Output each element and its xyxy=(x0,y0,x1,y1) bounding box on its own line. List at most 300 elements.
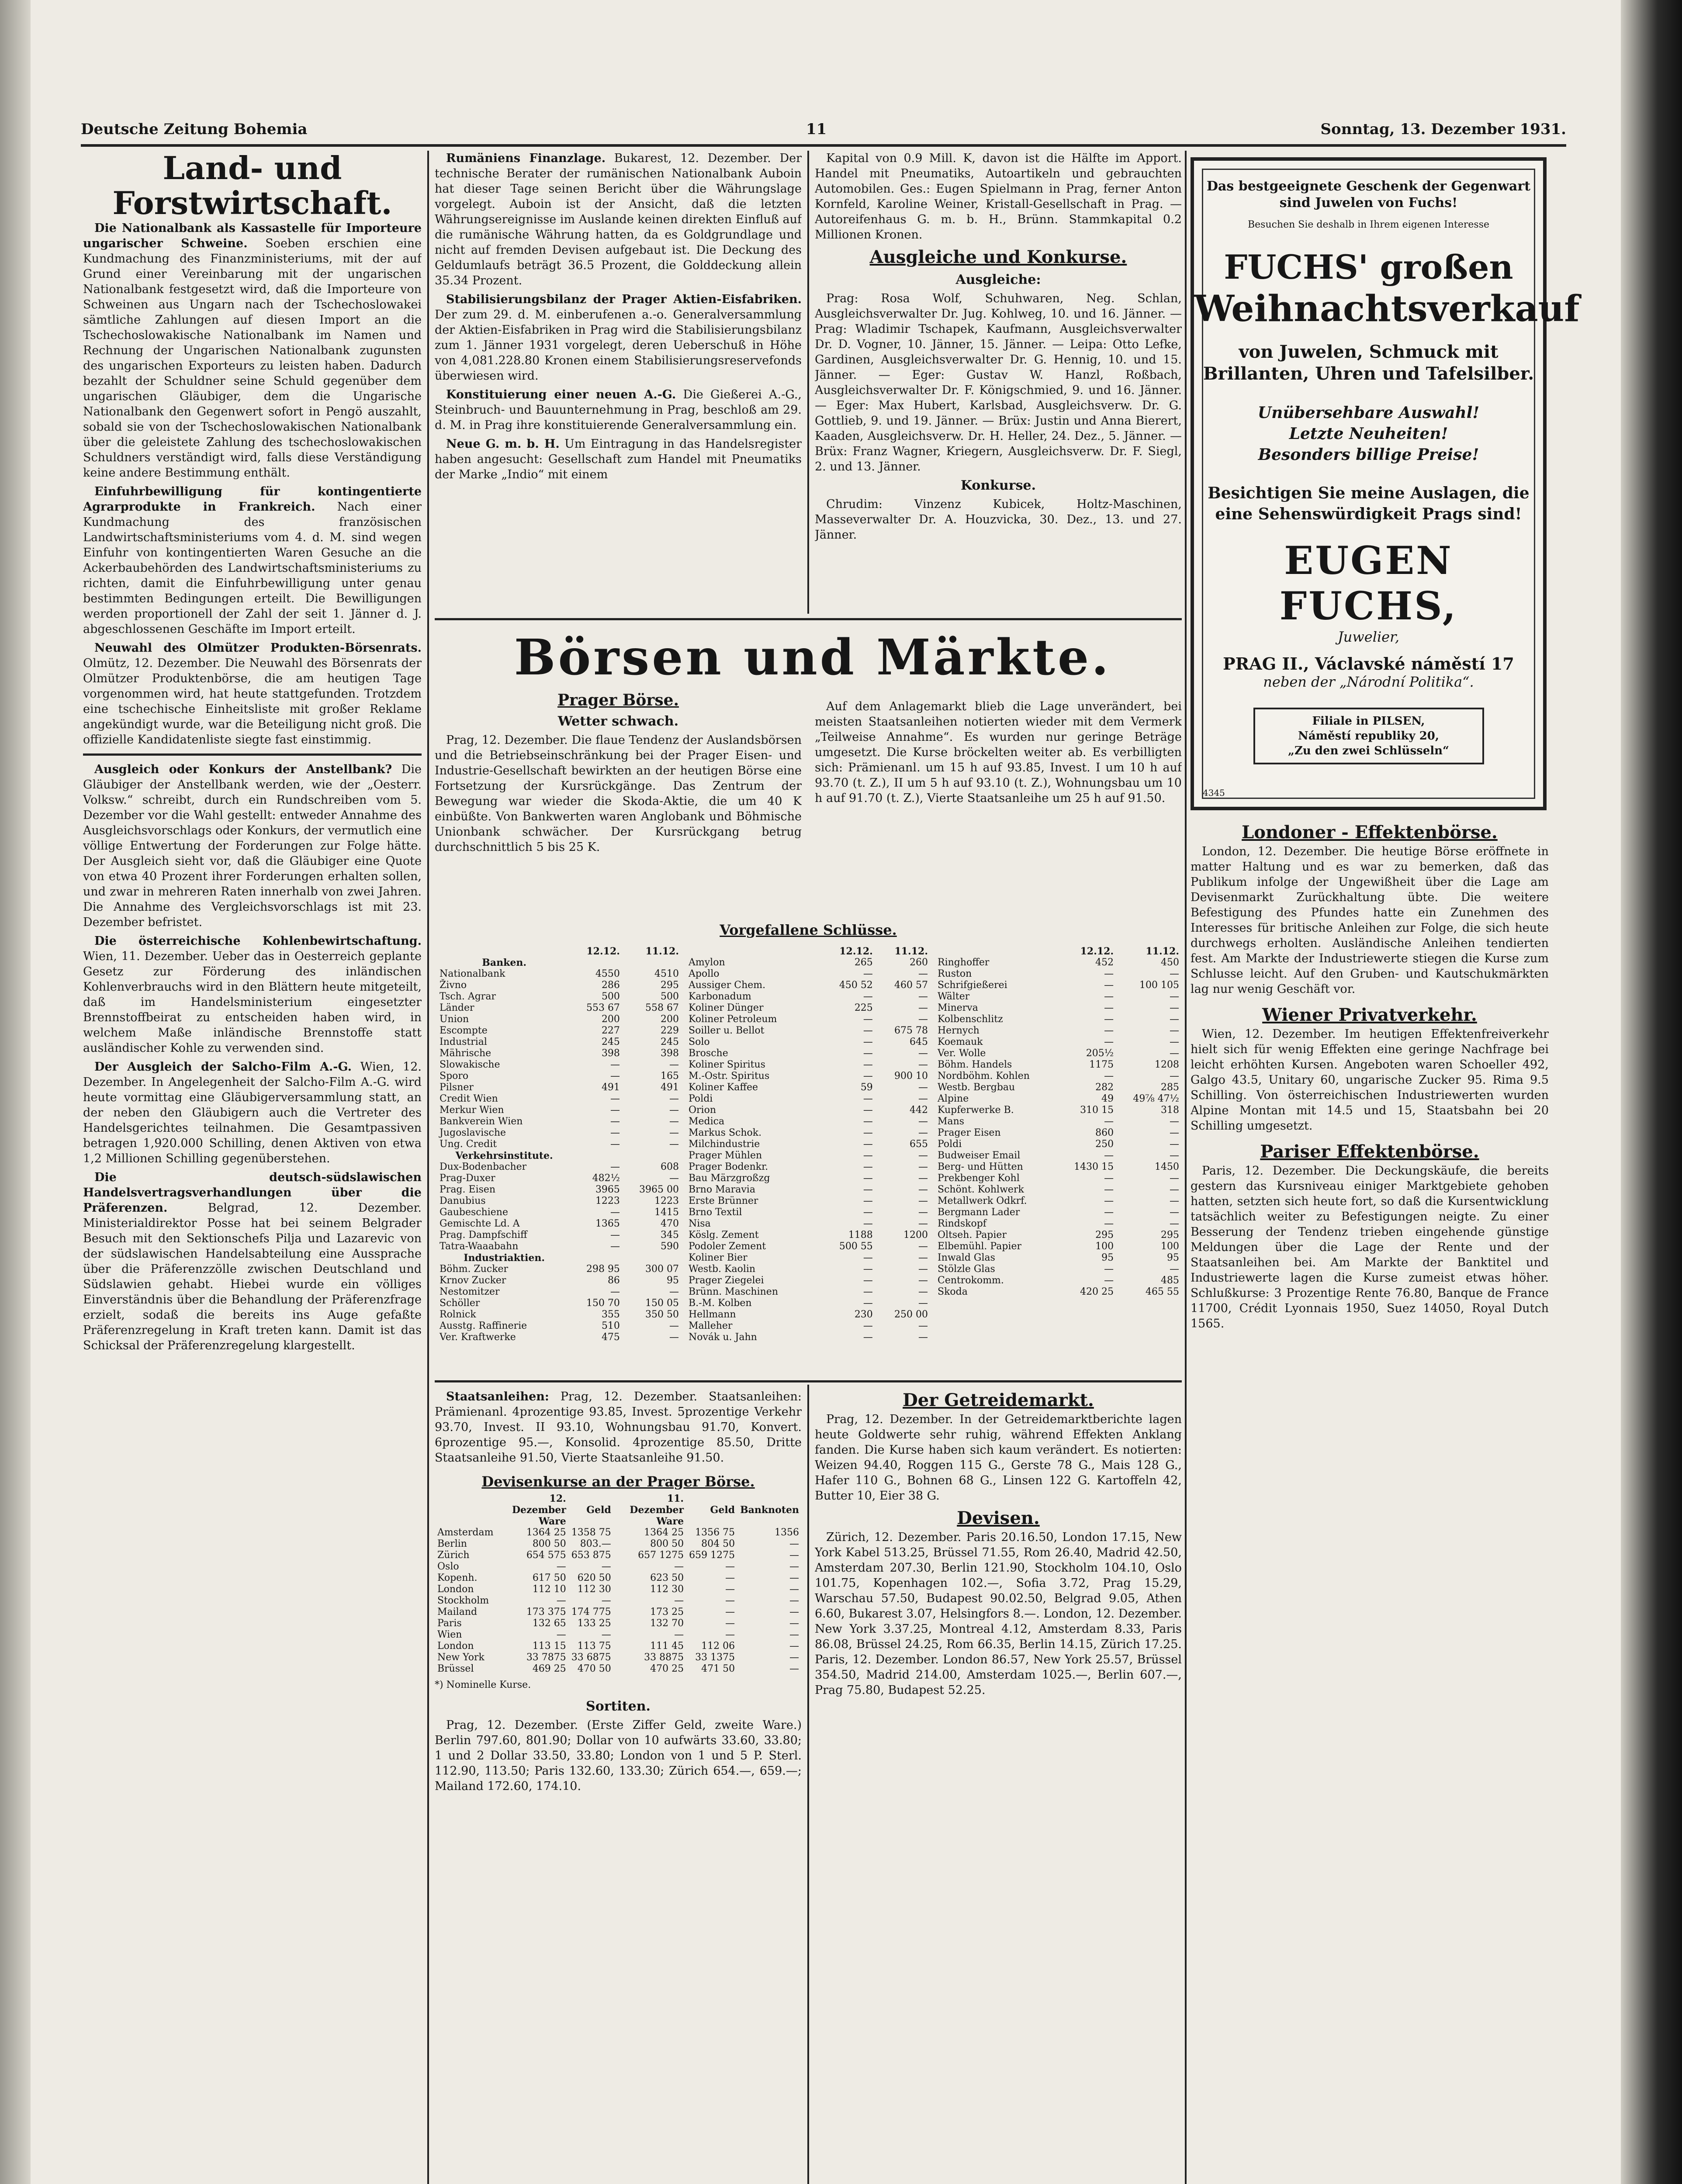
article-title: Einfuhrbewilligung für kontingentierte Agrarprodukte in Frankreich. xyxy=(83,485,422,514)
table-row xyxy=(437,1002,682,1014)
column-rule xyxy=(807,1385,809,2184)
quote-value: — xyxy=(918,1082,928,1093)
sortiten-title: Sortiten. xyxy=(586,1699,651,1714)
quote-value: — xyxy=(1170,1048,1179,1059)
security-name: Ver. Kraftwerke xyxy=(440,1332,516,1343)
quote-value: — xyxy=(1170,1127,1179,1138)
table-row xyxy=(686,1309,931,1320)
table-row xyxy=(686,1150,931,1161)
quote-value: — xyxy=(1104,1264,1114,1275)
table-row xyxy=(935,1252,1182,1264)
table-row xyxy=(435,1584,802,1595)
quote-value: 245 xyxy=(661,1037,679,1047)
table-row xyxy=(935,1264,1182,1275)
quote-value: — xyxy=(863,1184,873,1195)
table-row xyxy=(935,1105,1182,1116)
quote-value: 1188 xyxy=(848,1230,873,1241)
table-row xyxy=(935,1139,1182,1150)
rate-value: — xyxy=(556,1629,566,1640)
quote-value: — xyxy=(1104,1025,1114,1036)
quote-value: 95 xyxy=(667,1275,679,1286)
security-name: Prag. Eisen xyxy=(440,1184,496,1195)
devisen-note: *) Nominelle Kurse. xyxy=(435,1679,531,1690)
rate-value: 112 10 xyxy=(532,1584,566,1595)
table-row xyxy=(686,1252,931,1264)
column-header: Geld xyxy=(710,1504,735,1516)
quote-value: — xyxy=(863,1105,873,1116)
rate-value: — xyxy=(789,1572,799,1583)
quote-value: — xyxy=(918,1298,928,1309)
table-row xyxy=(935,1150,1182,1161)
quote-value: 100 xyxy=(1161,1241,1179,1252)
table-row xyxy=(686,1241,931,1252)
table-header-row xyxy=(435,1493,802,1527)
article-body: Wien, 12. Dezember. Im heutigen Effektenfreiverkehr hielt sich für wenig Effekten eine geringe Nachfrage bei leicht erhöhten Kursen. Angeboten waren Schoeller 492, Galgo 43.5, Unitary 60, ungarische Zucker 95. Rima 9.5 Schilling. Von österreichischen Industriewerten wurden Alpine Montan mit 14.5 und 15, Staatsbahn bei 20 Schilling umgesetzt. xyxy=(1191,1027,1549,1133)
rate-value: 654 575 xyxy=(526,1550,566,1561)
table-row xyxy=(935,1002,1182,1014)
rate-value: — xyxy=(674,1629,684,1640)
security-name: Prekbenger Kohl xyxy=(938,1173,1020,1184)
table-row xyxy=(437,1286,682,1298)
subheading: Ausgleiche: xyxy=(955,272,1041,287)
security-name: Markus Schok. xyxy=(689,1127,762,1138)
quote-value: 100 105 xyxy=(1139,980,1179,991)
quote-value: — xyxy=(610,1127,620,1138)
schluesse-table-3 xyxy=(935,946,1182,1378)
rate-value: 470 50 xyxy=(577,1663,611,1674)
article-body: Auf dem Anlagemarkt blieb die Lage unverändert, bei meisten Staatsanleihen notierten wieder mit dem Vermerk „Teilweise Annahme“. Es wurden nur geringe Beträge umgesetzt. Die Kurse bröckelten weiter ab. Es verbilligten sich: Prämienanl. um 15 h auf 93.85, Invest. I um 10 h auf 93.70 (t. Z.), II um 5 h auf 93.10 (t. Z.), Wohnungsbau um 10 h auf 91.70 (t. Z.), Vierte Staatsanleihe um 25 h auf 91.50. xyxy=(815,700,1182,805)
security-name: Tatra-Waaabahn xyxy=(440,1241,519,1252)
divider xyxy=(435,618,1182,620)
table-row xyxy=(935,991,1182,1002)
table-row xyxy=(437,1150,682,1161)
rate-value: — xyxy=(789,1607,799,1617)
security-name: Soiller u. Bellot xyxy=(689,1025,765,1036)
ad-branch-box xyxy=(1253,708,1484,764)
column-header: 11.12. xyxy=(645,946,679,957)
rate-value: 113 75 xyxy=(577,1641,611,1652)
security-name: Nestomitzer xyxy=(440,1286,500,1297)
quote-value: — xyxy=(1104,1002,1114,1013)
article-body: Prag, 12. Dezember. (Erste Ziffer Geld, zweite Ware.) Berlin 797.60, 801.90; Dollar von 10 aufwärts 33.60, 33.80; 1 und 2 Dollar 33.50, 33.80; London von 1 und 5 P. Sterl. 112.90, 113.50; Paris 132.60, 133.30; Zürich 654.—, 659.—; Mailand 172.60, 174.10. xyxy=(435,1718,802,1793)
quote-value: — xyxy=(918,1127,928,1138)
quote-value: — xyxy=(918,1275,928,1286)
rate-value: 620 50 xyxy=(577,1572,611,1583)
security-name: Novák u. Jahn xyxy=(689,1332,757,1343)
quote-value: — xyxy=(863,1048,873,1059)
quote-value: 250 00 xyxy=(894,1309,928,1320)
wien-title: Wiener Privatverkehr. xyxy=(1262,1005,1477,1025)
table-row xyxy=(686,991,931,1002)
column-header xyxy=(686,946,820,957)
quote-value: — xyxy=(1104,1275,1114,1286)
prager-boerse xyxy=(435,690,802,917)
rate-value: 470 25 xyxy=(650,1663,684,1674)
security-name: Industrial xyxy=(440,1037,487,1047)
quote-value: — xyxy=(918,1048,928,1059)
rate-value: 471 50 xyxy=(701,1663,735,1674)
table-row xyxy=(686,1196,931,1207)
table-header-row xyxy=(686,946,931,957)
table-row xyxy=(935,1025,1182,1037)
quote-value: 482½ xyxy=(592,1173,620,1184)
quote-value: 230 xyxy=(854,1309,873,1320)
table-row xyxy=(935,980,1182,991)
article-title: Rumäniens Finanzlage. xyxy=(446,152,606,165)
quote-value: 398 xyxy=(601,1048,620,1059)
security-name: Inwald Glas xyxy=(938,1252,995,1263)
quote-value xyxy=(571,957,623,968)
quote-value: — xyxy=(863,1127,873,1138)
rate-value: 173 25 xyxy=(650,1607,684,1617)
quote-value: 200 xyxy=(601,1014,620,1025)
currency-place: London xyxy=(437,1641,474,1652)
quote-value: — xyxy=(863,968,873,979)
security-name: Prag-Duxer xyxy=(440,1173,495,1184)
table-row xyxy=(686,1082,931,1093)
quote-value: — xyxy=(863,1298,873,1309)
table-row xyxy=(935,1173,1182,1184)
quote-value: — xyxy=(1170,1218,1179,1229)
table-row xyxy=(686,1320,931,1332)
security-name: Minerva xyxy=(938,1002,978,1013)
quote-value: 655 xyxy=(910,1139,928,1150)
currency-place: Mailand xyxy=(437,1607,478,1617)
quote-value: 345 xyxy=(661,1230,679,1241)
quote-value: — xyxy=(1170,1184,1179,1195)
quote-value: — xyxy=(669,1127,679,1138)
table-row xyxy=(435,1663,802,1675)
quote-value: 645 xyxy=(910,1037,928,1047)
security-name: Prager Mühlen xyxy=(689,1150,762,1161)
quote-value: 860 xyxy=(1095,1127,1114,1138)
security-name: Koemauk xyxy=(938,1037,983,1047)
table-row xyxy=(935,1014,1182,1025)
quote-value: 165 xyxy=(661,1071,679,1082)
quote-value: 1430 15 xyxy=(1074,1161,1114,1172)
quote-value: 350 50 xyxy=(645,1309,679,1320)
rate-value: 659 1275 xyxy=(689,1550,735,1561)
quote-value: — xyxy=(918,1173,928,1184)
quote-value: 300 07 xyxy=(645,1264,679,1275)
quote-value: 355 xyxy=(601,1309,620,1320)
security-name: Bau Märzgroßzg xyxy=(689,1173,770,1184)
column-staat-devisen xyxy=(435,1389,802,2184)
article-body: London, 12. Dezember. Die heutige Börse eröffnete in matter Haltung und es war zu bemerken, daß das Publikum infolge der Ungewißheit über die Lage am Devisenmarkt Zurückhaltung übte. Die weitere Befestigung des Pfundes hatte ein Zunehmen des Interesses für britische Anleihen zur Folge, die sich heute durchwegs erholten. Ausländische Anleihen tendierten fest. Am Markte der Industriewerte stiegen die Kurse zum Schlusse leicht. Auf den Gruben- und Kautschukmärkten lag nur wenig Geschäft vor. xyxy=(1191,845,1549,996)
quote-value: — xyxy=(918,1286,928,1297)
table-row xyxy=(435,1595,802,1607)
security-name: Rindskopf xyxy=(938,1218,986,1229)
rate-value: 1356 xyxy=(775,1527,799,1538)
section-title-land-forst: Land- und Forstwirtschaft. xyxy=(112,151,392,221)
table-row xyxy=(437,1093,682,1105)
quote-value: 485 xyxy=(1161,1275,1179,1286)
quote-value: 442 xyxy=(910,1105,928,1116)
rate-value: 1364 25 xyxy=(644,1527,684,1538)
quote-value: — xyxy=(669,1286,679,1297)
rate-value: 174 775 xyxy=(571,1607,611,1617)
security-name: Koliner Dünger xyxy=(689,1002,764,1013)
quote-value: 553 67 xyxy=(586,1002,620,1013)
security-name: Podoler Zement xyxy=(689,1241,766,1252)
table-row xyxy=(437,1025,682,1037)
table-row xyxy=(935,1048,1182,1059)
rate-value: — xyxy=(674,1595,684,1606)
quote-value: 310 15 xyxy=(1080,1105,1114,1116)
security-name: M.-Ostr. Spiritus xyxy=(689,1071,770,1082)
quote-value: — xyxy=(610,1241,620,1252)
security-name: Banken. xyxy=(482,957,526,968)
quote-value: — xyxy=(1104,1218,1114,1229)
column-header xyxy=(435,1493,496,1527)
security-name: Živno xyxy=(440,980,467,991)
quote-value: 1208 xyxy=(1155,1059,1179,1070)
table-row xyxy=(686,1127,931,1139)
quote-value: — xyxy=(863,1071,873,1082)
quote-value: — xyxy=(918,1252,928,1263)
quote-value: 465 55 xyxy=(1146,1286,1179,1297)
ad-invitation: Besichtigen Sie meine Auslagen, die eine Sehenswürdigkeit Prags sind! xyxy=(1208,484,1530,523)
table-row xyxy=(435,1607,802,1618)
scan-edge-left xyxy=(0,0,31,2184)
security-name: Escompte xyxy=(440,1025,488,1036)
rate-value: 33 6875 xyxy=(571,1652,611,1663)
quote-value: — xyxy=(863,1116,873,1127)
table-row xyxy=(437,1298,682,1309)
quote-value: — xyxy=(1170,991,1179,1002)
quote-value: — xyxy=(669,1139,679,1150)
quote-value: — xyxy=(1170,968,1179,979)
table-row xyxy=(437,1037,682,1048)
security-name: Ruston xyxy=(938,968,972,979)
column-header xyxy=(935,946,1059,957)
security-name: Tsch. Agrar xyxy=(440,991,496,1002)
quote-value: — xyxy=(863,1286,873,1297)
quote-value: — xyxy=(1104,1071,1114,1082)
column-header: Banknoten xyxy=(740,1504,799,1516)
security-name: Oltseh. Papier xyxy=(938,1230,1007,1241)
currency-place: Paris xyxy=(437,1618,462,1629)
column-rule xyxy=(1185,151,1187,2184)
security-name: Ausstg. Raffinerie xyxy=(440,1320,527,1331)
security-name: Jugoslavische xyxy=(440,1127,506,1138)
table-row xyxy=(935,1184,1182,1196)
table-row xyxy=(437,1207,682,1218)
quote-value: — xyxy=(1170,1139,1179,1150)
article-body: Wien, 12. Dezember. In Angelegenheit der Salcho-Film A.-G. wird heute vormittag eine Gläubigerversammlung statt, an der neben den Gläubigern auch die Vertreter des Handelsgerichtes teilnahmen. Die Gesamtpassiven betragen 1,920.000 Schilling, denen Aktiven von etwa 1,2 Millionen Schilling gegenüberstehen. xyxy=(83,1060,422,1165)
table-row xyxy=(437,1252,682,1264)
table-row xyxy=(437,957,682,968)
quote-value: — xyxy=(1104,1184,1114,1195)
quote-value: 282 xyxy=(1095,1082,1114,1093)
security-name: Bergmann Lader xyxy=(938,1207,1020,1218)
security-name: Hernych xyxy=(938,1025,979,1036)
rate-value: — xyxy=(556,1561,566,1572)
devisen2-title: Devisen. xyxy=(957,1508,1040,1528)
quote-value: 675 78 xyxy=(894,1025,928,1036)
table-row xyxy=(686,968,931,980)
security-name: Budweiser Email xyxy=(938,1150,1021,1161)
rate-value: — xyxy=(789,1663,799,1674)
security-name: Metallwerk Odkrf. xyxy=(938,1196,1027,1206)
table-row xyxy=(437,1320,682,1332)
rate-value: 111 45 xyxy=(650,1641,684,1652)
quote-value: 86 xyxy=(607,1275,620,1286)
column-auslandsboersen xyxy=(1191,821,1549,2184)
quote-value: 95 xyxy=(1101,1252,1114,1263)
quote-value: — xyxy=(669,1093,679,1104)
rate-value: 112 30 xyxy=(577,1584,611,1595)
quote-value: 1200 xyxy=(903,1230,928,1241)
quote-value xyxy=(623,1150,682,1161)
quote-value: 150 05 xyxy=(645,1298,679,1309)
security-name: Union xyxy=(440,1014,469,1025)
paper-name: Deutsche Zeitung Bohemia xyxy=(81,121,308,138)
rate-value: 1358 75 xyxy=(571,1527,611,1538)
quote-value: 452 xyxy=(1095,957,1114,968)
table-row xyxy=(935,1196,1182,1207)
ad-number: 4345 xyxy=(1203,788,1225,798)
quote-value: 475 xyxy=(601,1332,620,1343)
security-name: Skoda xyxy=(938,1286,968,1297)
quote-value: — xyxy=(918,1207,928,1218)
quote-value: — xyxy=(863,1150,873,1161)
security-name: Medica xyxy=(689,1116,725,1127)
quote-value: — xyxy=(610,1139,620,1150)
article-body: Chrudim: Vinzenz Kubicek, Holtz-Maschinen, Masseverwalter Dr. A. Houzvicka, 30. Dez., 13. und 27. Jänner. xyxy=(815,498,1182,542)
quote-value: — xyxy=(863,1025,873,1036)
page-number: 11 xyxy=(806,121,827,138)
table-row xyxy=(435,1550,802,1561)
table-row xyxy=(437,991,682,1002)
security-name: Merkur Wien xyxy=(440,1105,504,1116)
table-row xyxy=(686,1184,931,1196)
article-title: Die deutsch-südslawischen Handelsvertragsverhandlungen über die Präferenzen. xyxy=(83,1171,422,1215)
quote-value: — xyxy=(918,1059,928,1070)
rate-value: — xyxy=(601,1629,611,1640)
security-name: Alpine xyxy=(938,1093,969,1104)
quote-value: 398 xyxy=(661,1048,679,1059)
quote-value: — xyxy=(918,1150,928,1161)
security-name: Ringhoffer xyxy=(938,957,990,968)
table-row xyxy=(437,1127,682,1139)
table-row xyxy=(935,1037,1182,1048)
quote-value: 450 xyxy=(1161,957,1179,968)
quote-value: 510 xyxy=(601,1320,620,1331)
rate-value: 132 65 xyxy=(532,1618,566,1629)
table-row xyxy=(935,957,1182,968)
currency-place: Brüssel xyxy=(437,1663,474,1674)
quote-value: — xyxy=(1170,1196,1179,1206)
quote-value: 420 25 xyxy=(1080,1286,1114,1297)
article-body: Zürich, 12. Dezember. Paris 20.16.50, London 17.15, New York Kabel 513.25, Brüssel 71.55, Rom 26.40, Madrid 42.50, Amsterdam 207.30, Berlin 121.90, Stockholm 104.10, Oslo 101.75, Kopenhagen 102.—, Sofia 3.72, Prag 15.29, Warschau 57.50, Budapest 90.02.50, Belgrad 9.05, Athen 6.60, Bukarest 3.07, Helsingfors 8.—. London, 12. Dezember. New York 3.37.25, Montreal 4.12, Amsterdam 8.33, Paris 86.08, Brüssel 24.25, Rom 66.35, Berlin 14.15, Zürich 17.25. Paris, 12. Dezember. London 86.57, New York 25.57, Brüssel 354.50, Madrid 214.00, Amsterdam 1025.—, Berlin 607.—, Prag 75.80, Budapest 52.25. xyxy=(815,1531,1182,1697)
quote-table xyxy=(686,946,931,1343)
article-body: Die Gläubiger der Anstellbank werden, wie der „Oesterr. Volksw.“ schreibt, durch ein Rundschreiben vom 5. Dezember vor die Wahl gestellt: entweder Annahme des Ausgleichsvorschlags oder Konkurs, der vermutlich eine völlige Entwertung der Forderungen zur Folge hätte. Der Ausgleich sieht vor, daß die Gläubiger eine Quote von etwa 40 Prozent ihrer Forderungen erhalten sollen, und zwar in mehreren Raten innerhalb von zwei Jahren. Die Annahme des Vergleichsvorschlags ist mit 23. Dezember befristet. xyxy=(83,763,422,929)
rate-value: — xyxy=(789,1538,799,1549)
column-ausgleiche xyxy=(815,151,1182,614)
security-name: Sporo xyxy=(440,1071,469,1082)
quote-value: — xyxy=(863,1264,873,1275)
table-row xyxy=(935,1116,1182,1127)
quote-value: 491 xyxy=(601,1082,620,1093)
quote-value: — xyxy=(1104,991,1114,1002)
article-title: Der Ausgleich der Salcho-Film A.-G. xyxy=(94,1060,352,1074)
rate-value: 33 8875 xyxy=(644,1652,684,1663)
table-row xyxy=(935,1082,1182,1093)
quote-value: — xyxy=(918,1014,928,1025)
table-row xyxy=(435,1538,802,1550)
currency-place: Wien xyxy=(437,1629,462,1640)
quote-value: — xyxy=(610,1161,620,1172)
security-name: Poldi xyxy=(689,1093,713,1104)
security-name: Berg- und Hütten xyxy=(938,1161,1023,1172)
quote-value: — xyxy=(863,1196,873,1206)
security-name: Amylon xyxy=(689,957,725,968)
quote-value: 4550 xyxy=(595,968,620,979)
quote-value: 460 57 xyxy=(894,980,928,991)
quote-value: — xyxy=(669,1173,679,1184)
rate-value: — xyxy=(725,1595,735,1606)
quote-value: — xyxy=(863,1059,873,1070)
quote-value: 450 52 xyxy=(839,980,873,991)
ad-slogan: Besonders billige Preise! xyxy=(1258,446,1479,464)
subheading: Konkurse. xyxy=(960,478,1036,493)
quote-value: — xyxy=(1104,1150,1114,1161)
article-body: Belgrad, 12. Dezember. Ministerialdirektor Posse hat bei seinem Belgrader Besuch mit den Sektionschefs Pilja und Lazarevic von der südslawischen Handelsabteilung eine Aussprache über die Präferenzzölle zwischen Deutschland und Südslawien gehabt. Hiebei wurde ein völliges Einverständnis über die Behandlung der Präferenzfrage erzielt, sodaß die bereits ins Auge gefaßte Präferenzregelung in Kraft treten kann. Damit ist das Schicksal der Präferenzregelung klargestellt. xyxy=(83,1201,422,1352)
quote-value: 318 xyxy=(1161,1105,1179,1116)
article-body: Die Gießerei A.-G., Steinbruch- und Bauunternehmung in Prag, beschloß am 29. d. M. in Prag ihre konstituierende Generalversammlung ein. xyxy=(435,388,802,432)
quote-value: — xyxy=(1170,1173,1179,1184)
quote-value: 470 xyxy=(661,1218,679,1229)
quote-value: 250 xyxy=(1095,1139,1114,1150)
quote-value: — xyxy=(863,1161,873,1172)
table-row xyxy=(435,1572,802,1584)
security-name: Ver. Wolle xyxy=(938,1048,986,1059)
ad-slogan: Unübersehbare Auswahl! xyxy=(1257,404,1480,422)
schluesse-title: Vorgefallene Schlüsse. xyxy=(720,922,897,938)
rate-value: 1356 75 xyxy=(695,1527,735,1538)
rate-value: — xyxy=(725,1584,735,1595)
quote-value: 1415 xyxy=(654,1207,679,1218)
quote-value: — xyxy=(1104,1196,1114,1206)
table-row xyxy=(437,1332,682,1343)
article-body: Prag: Rosa Wolf, Schuhwaren, Neg. Schlan, Ausgleichsverwalter Dr. Jug. Kohlweg, 10. und 16. Jänner. — Prag: Wladimir Tschapek, Kaufmann, Ausgleichsverwalter Dr. D. Vogner, 10. Jänner, 15. Jänner. — Leipa: Otto Lefke, Gardinen, Ausgleichsverwalter Dr. G. Hennig, 10. und 15. Jänner. — Eger: Gustav W. Hanzl, Roßbach, Ausgleichsverwalter Dr. F. Königschmied, 9. und 16. Jänner. — Eger: Max Hubert, Karlsbad, Ausgleichsverw. Dr. G. Gottlieb, 9. und 19. Jänner. — Brüx: Justin und Anna Bierert, Kaaden, Ausgleichsverw. Dr. H. Heller, 24. Dez., 5. Jänner. — Brüx: Franz Wagner, Kriegern, Ausgleichsverw. Dr. F. Siegl, 2. und 13. Jänner. xyxy=(815,292,1182,473)
quote-value: 900 10 xyxy=(894,1071,928,1082)
london-title: Londoner - Effektenbörse. xyxy=(1242,822,1498,843)
table-row xyxy=(686,1298,931,1309)
ad-subline: Besuchen Sie deshalb in Ihrem eigenen Interesse xyxy=(1247,219,1490,230)
security-name: Wälter xyxy=(938,991,970,1002)
table-row xyxy=(686,1002,931,1014)
rate-value: 800 50 xyxy=(532,1538,566,1549)
table-row xyxy=(935,1071,1182,1082)
table-row xyxy=(686,1014,931,1025)
article-body: Der zum 29. d. M. einberufenen a.-o. Generalversammlung der Aktien-Eisfabriken in Prag wird die Stabilisierungsbilanz zum 1. Jänner 1931 vorgelegt, deren Ueberschuß in Höhe von 4,081.228.80 Kronen einem Stabilisierungsreservefonds überwiesen wird. xyxy=(435,308,802,383)
quote-value: — xyxy=(863,1207,873,1218)
security-name: Orion xyxy=(689,1105,716,1116)
security-name: Stölzle Glas xyxy=(938,1264,995,1275)
quote-value: 205½ xyxy=(1086,1048,1114,1059)
quote-value: — xyxy=(610,1286,620,1297)
quote-value: 500 xyxy=(601,991,620,1002)
security-name: Koliner Kaffee xyxy=(689,1082,758,1093)
quote-value: 100 xyxy=(1095,1241,1114,1252)
quote-value: — xyxy=(918,1241,928,1252)
currency-place: Berlin xyxy=(437,1538,467,1549)
quote-value: — xyxy=(863,1332,873,1343)
security-name: Brno Textil xyxy=(689,1207,742,1218)
article-body: Kapital von 0.9 Mill. K, davon ist die Hälfte im Apport. Handel mit Pneumatiks, Autoartikeln und gebrauchten Automobilen. Ges.: Eugen Spielmann in Prag, ferner Anton Kornfeld, Karoline Weiner, Kristall-Gesellschaft in Prag. — Autoreifenhaus G. m. b. H., Brünn. Stammkapital 0.2 Millionen Kronen. xyxy=(815,152,1182,242)
